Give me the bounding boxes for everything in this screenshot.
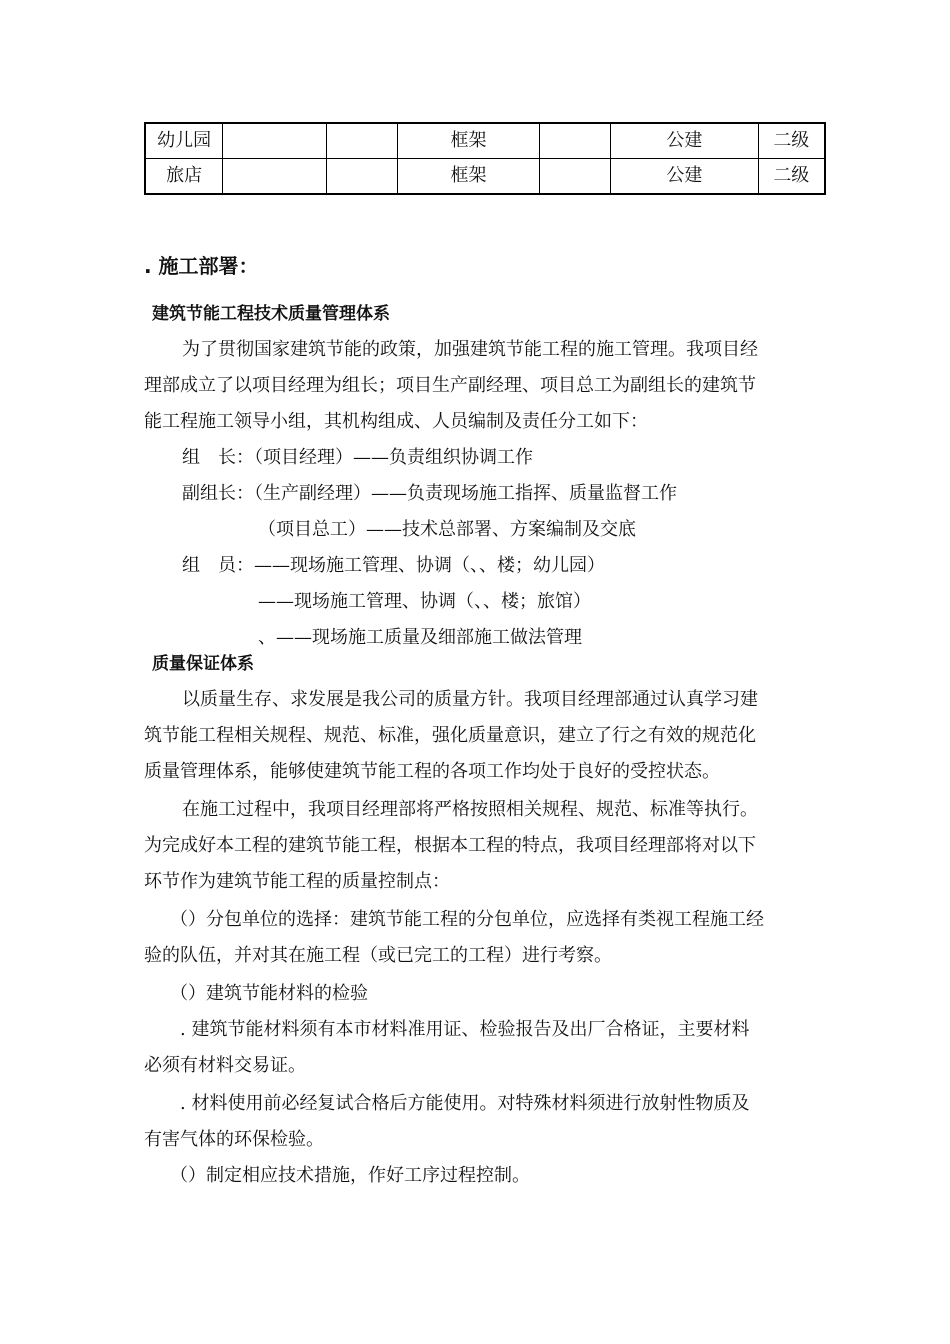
paragraph-line: （）制定相应技术措施，作好工序过程控制。 — [170, 1165, 530, 1186]
table-cell: 二级 — [758, 159, 825, 195]
paragraph-line: （）分包单位的选择：建筑节能工程的分包单位，应选择有类视工程施工经 — [170, 909, 764, 930]
subsection-title: 建筑节能工程技术质量管理体系 — [152, 304, 390, 324]
table-row — [145, 159, 825, 195]
table-cell — [223, 123, 327, 159]
table-cell: 旅店 — [145, 159, 223, 195]
section-title: . 施工部署： — [144, 254, 259, 278]
paragraph-line: （）建筑节能材料的检验 — [170, 983, 368, 1004]
role-line: （项目总工）——技术总部署、方案编制及交底 — [258, 519, 636, 540]
table-cell: 公建 — [611, 123, 759, 159]
paragraph-line: 能工程施工领导小组，其机构组成、人员编制及责任分工如下： — [144, 411, 648, 432]
table-cell: 框架 — [397, 123, 540, 159]
table-cell — [326, 159, 397, 195]
paragraph-line: . 材料使用前必经复试合格后方能使用。对特殊材料须进行放射性物质及 — [180, 1093, 750, 1114]
table-cell: 框架 — [397, 159, 540, 195]
paragraph-line: 在施工过程中，我项目经理部将严格按照相关规程、规范、标准等执行。 — [182, 799, 758, 820]
paragraph-line: . 建筑节能材料须有本市材料准用证、检验报告及出厂合格证，主要材料 — [180, 1019, 750, 1040]
role-line: 组 长：（项目经理）——负责组织协调工作 — [182, 447, 533, 468]
subsection-title: 质量保证体系 — [152, 654, 254, 674]
table-cell — [223, 159, 327, 195]
table-cell: 幼儿园 — [145, 123, 223, 159]
role-line: 、——现场施工质量及细部施工做法管理 — [258, 627, 582, 648]
table-cell: 公建 — [611, 159, 759, 195]
table-row — [145, 123, 825, 159]
paragraph-line: 有害气体的环保检验。 — [144, 1129, 324, 1150]
paragraph-line: 为了贯彻国家建筑节能的政策，加强建筑节能工程的施工管理。我项目经 — [182, 339, 758, 360]
table-cell — [540, 123, 611, 159]
role-line: 副组长：（生产副经理）——负责现场施工指挥、质量监督工作 — [182, 483, 677, 504]
paragraph-line: 验的队伍，并对其在施工程（或已完工的工程）进行考察。 — [144, 945, 612, 966]
paragraph-line: 筑节能工程相关规程、规范、标准，强化质量意识，建立了行之有效的规范化 — [144, 725, 756, 746]
paragraph-line: 以质量生存、求发展是我公司的质量方针。我项目经理部通过认真学习建 — [182, 689, 758, 710]
paragraph-line: 必须有材料交易证。 — [144, 1055, 306, 1076]
role-line: 组 员：——现场施工管理、协调（、、楼；幼儿园） — [182, 555, 605, 576]
table-cell — [540, 159, 611, 195]
project-table — [144, 122, 826, 195]
paragraph-line: 为完成好本工程的建筑节能工程，根据本工程的特点，我项目经理部将对以下 — [144, 835, 756, 856]
table-cell — [326, 123, 397, 159]
paragraph-line: 质量管理体系，能够使建筑节能工程的各项工作均处于良好的受控状态。 — [144, 761, 720, 782]
paragraph-line: 环节作为建筑节能工程的质量控制点： — [144, 871, 450, 892]
paragraph-line: 理部成立了以项目经理为组长；项目生产副经理、项目总工为副组长的建筑节 — [144, 375, 756, 396]
table-cell: 二级 — [758, 123, 825, 159]
role-line: ——现场施工管理、协调（、、楼；旅馆） — [258, 591, 591, 612]
